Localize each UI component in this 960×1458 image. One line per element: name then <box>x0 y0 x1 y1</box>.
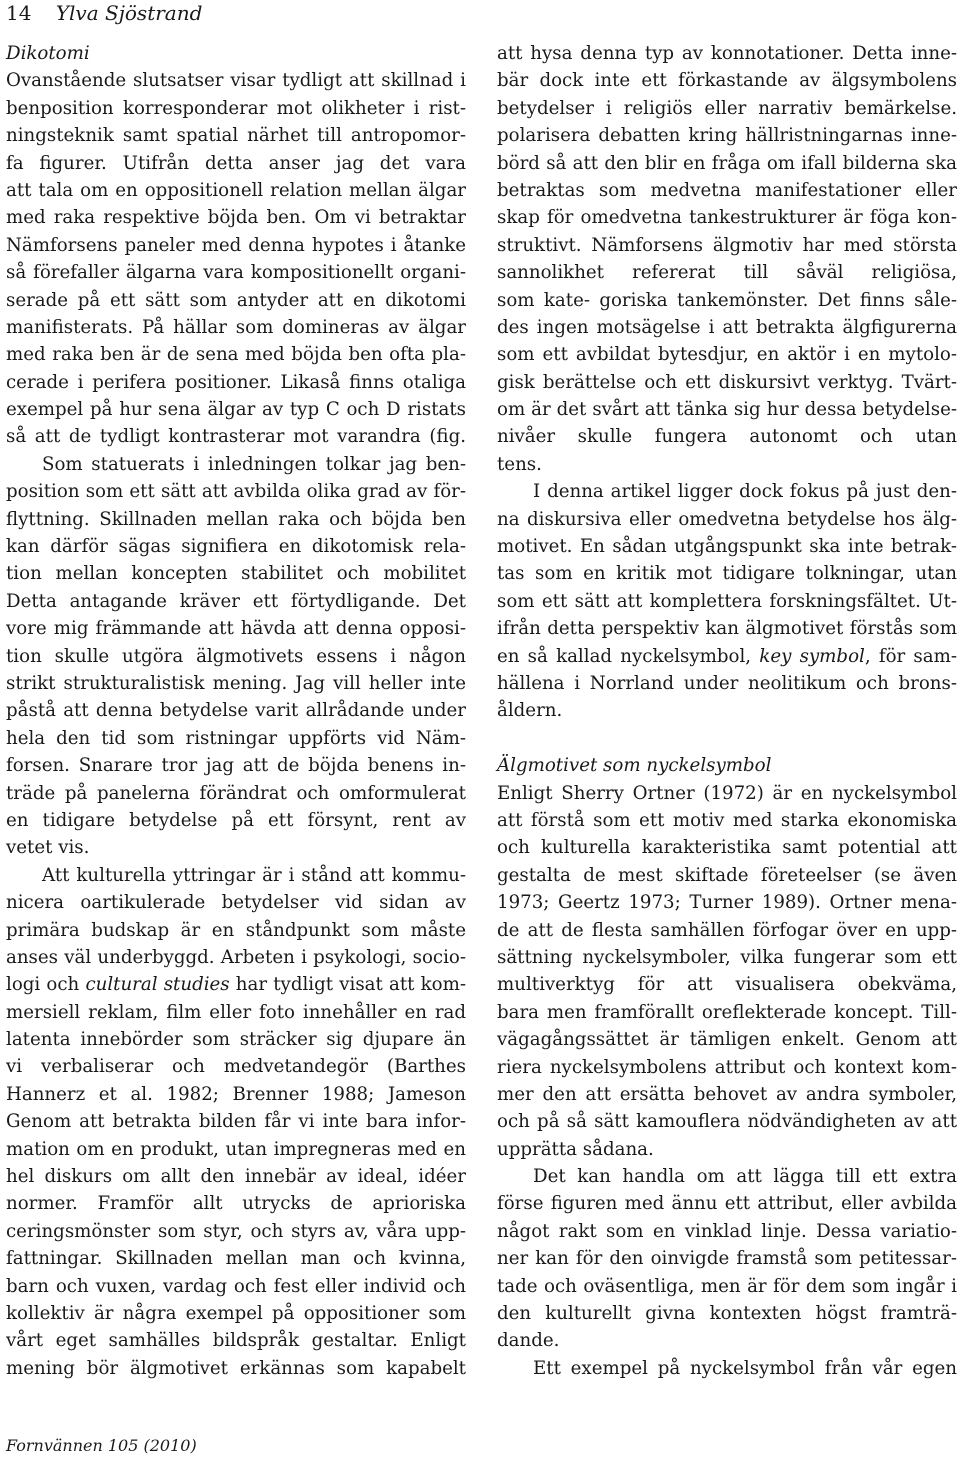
paragraph-line: des ingen motsägelse i att betrakta älgfigurerna <box>497 316 957 338</box>
paragraph-line: benposition korresponderar mot olikheter i rist- <box>6 97 466 119</box>
paragraph-line: börd så att den blir en fråga om ifall bilderna ska <box>497 152 957 174</box>
paragraph-line: tade och oväsentliga, men är för dem som ingår i <box>497 1275 957 1297</box>
section-heading: Dikotomi <box>6 43 90 64</box>
paragraph-line: mer den att ersätta behovet av andra symboler, <box>497 1083 957 1105</box>
running-header <box>6 0 202 28</box>
paragraph-line: åldern. <box>497 700 563 722</box>
paragraph <box>497 1163 957 1355</box>
paragraph-line: exempel på hur sena älgar av typ C och D ristats <box>6 399 466 421</box>
paragraph-line: Nämforsens paneler med denna hypotes i åtanke <box>6 234 466 256</box>
paragraph-line: nicera oartikulerade betydelser vid sidan av <box>6 892 466 914</box>
paragraph-line: så förefaller älgarna vara kompositionellt organi- <box>6 262 466 284</box>
paragraph-line: vägagångssättet är tämligen enkelt. Genom att <box>497 1029 957 1051</box>
paragraph-line: som ett sätt att komplettera forskningsfältet. Ut- <box>497 590 957 612</box>
paragraph-line: den kulturellt givna kontexten högst framträ- <box>497 1303 957 1325</box>
paragraph-line: Ett exempel på nyckelsymbol från vår egen <box>533 1357 957 1379</box>
paragraph-line: hel diskurs om allt den innebär av ideal, idéer <box>6 1166 466 1188</box>
paragraph-line: riera nyckelsymbolens attribut och kontext kom- <box>497 1056 957 1078</box>
paragraph-line: påstå att denna betydelse varit allrådande under <box>6 700 466 722</box>
paragraph-line: Enligt Sherry Ortner (1972) är en nyckelsymbol <box>497 782 957 804</box>
paragraph-line: Det kan handla om att lägga till ett extra <box>533 1166 957 1188</box>
paragraph-line: och på så sätt kamouflera nödvändigheten av att <box>497 1111 957 1133</box>
paragraph-line: multiverktyg för att visualisera obekväma, <box>497 974 957 996</box>
paragraph-line: serade på ett sätt som antyder att en dikotomi <box>6 289 466 311</box>
paragraph-line: kan därför sägas signifiera en dikotomisk rela- <box>6 536 466 558</box>
paragraph-line: förse figuren med ännu ett attribut, eller avbilda <box>497 1193 957 1215</box>
paragraph-line: primära budskap är en ståndpunkt som måste <box>6 919 466 941</box>
paragraph-line: 1973; Geertz 1973; Turner 1989). Ortner mena- <box>497 892 957 914</box>
paragraph-line: latenta innebörder som sträcker sig djupare än <box>6 1029 466 1051</box>
paragraph-line: fattningar. Skillnaden mellan man och kvinna, <box>6 1248 466 1270</box>
paragraph-line: ifrån detta perspektiv kan älgmotivet förstås som <box>497 618 957 640</box>
paragraph <box>497 1355 957 1382</box>
paragraph-line: fa figurer. Utifrån detta anser jag det vara <box>6 152 466 174</box>
paragraph-line: så att de tydligt kontrasterar mot varandra (fig. <box>6 426 466 448</box>
italic-term: cultural studies <box>85 974 230 996</box>
paragraph-line: normer. Framför allt utrycks de aprioriska <box>6 1193 466 1215</box>
paragraph-line: tion mellan koncepten stabilitet och mobilitet <box>6 563 466 585</box>
paragraph-line <box>497 643 957 670</box>
paragraph <box>6 67 466 450</box>
paragraph-line: betydelser i religiös eller narrativ bemärkelse. <box>497 97 957 119</box>
paragraph-line: vore mig främmande att hävda att denna opposi- <box>6 618 466 640</box>
paragraph-line: kollektiv är några exempel på oppositioner som <box>6 1303 466 1324</box>
running-author: Ylva Sjöstrand <box>55 1 203 25</box>
italic-term: key symbol <box>759 645 865 667</box>
paragraph-line: att förstå som ett motiv med starka ekonomiska <box>497 809 957 831</box>
paragraph-line: ceringsmönster som styr, och styrs av, våra upp- <box>6 1220 466 1242</box>
paragraph-line: gisk berättelse och ett diskursivt verktyg. Tvärt- <box>497 371 957 393</box>
paragraph-line: gestalta de mest skiftade företeelser (se även <box>497 864 957 886</box>
paragraph-line: vi verbaliserar och medvetandegör (Barthes <box>6 1056 466 1078</box>
paragraph-line: position som ett sätt att avbilda olika grad av för- <box>6 481 466 503</box>
paragraph-line: skap för omedvetna tankestrukturer är föga kon- <box>497 207 957 229</box>
paragraph-line: ningsteknik samt spatial närhet till antropomor- <box>6 125 466 147</box>
paragraph-line: sannolikhet refererat till såväl religiösa, <box>497 262 957 284</box>
paragraph-line: mation om en produkt, utan impregneras med en <box>6 1138 466 1160</box>
paragraph-line: manifisterats. På hällar som domineras av älgar <box>6 316 466 338</box>
line-text: logi och <box>6 974 86 996</box>
paragraph-line: träde på panelerna förändrat och omformulerat <box>6 782 466 804</box>
paragraph-line: Ovanstående slutsatser visar tydligt att skillnad i <box>6 70 466 92</box>
paragraph-line: med raka respektive böjda ben. Om vi betraktar <box>6 207 466 229</box>
paragraph-line: som kate- goriska tankemönster. Det finns såle- <box>497 289 957 311</box>
spacer <box>497 725 957 752</box>
paragraph-line: bär dock inte ett förkastande av älgsymbolens <box>497 70 957 92</box>
paragraph-line: ner kan för den oinvigde framstå som petitessar- <box>497 1248 957 1270</box>
paragraph-line: I denna artikel ligger dock fokus på just den- <box>533 481 957 503</box>
paragraph-line: bara men framförallt oreflekterade koncept. Till- <box>497 1001 957 1023</box>
paragraph-line: att hysa denna typ av konnotationer. Detta inne- <box>497 43 957 64</box>
section-heading: Älgmotivet som nyckelsymbol <box>497 755 772 777</box>
paragraph-line: upprätta sådana. <box>497 1138 654 1160</box>
line-text: har tydligt visat att kom- <box>229 974 466 996</box>
paragraph-line: något rakt som en vinklad linje. Dessa variatio- <box>497 1220 957 1242</box>
paragraph-line: anses väl underbyggd. Arbeten i psykologi, socio- <box>6 946 466 968</box>
paragraph-line: betraktas som medvetna manifestationer eller <box>497 179 957 201</box>
paragraph-line: Genom att betrakta bilden får vi inte bara infor- <box>6 1111 466 1133</box>
paragraph-line: motivet. En sådan utgångspunkt ska inte betrak- <box>497 536 957 558</box>
paragraph-line: na diskursiva eller omedvetna betydelse hos älg- <box>497 508 957 530</box>
paragraph-line: Att kulturella yttringar är i stånd att kommu- <box>42 864 466 886</box>
paragraph-line: strikt strukturalistisk mening. Jag vill heller inte <box>6 673 466 694</box>
paragraph-line: polarisera debatten kring hällristningarnas inne- <box>497 125 957 147</box>
paragraph-line: sättning nyckelsymboler, vilka fungerar som ett <box>497 946 957 968</box>
paragraph-line: flyttning. Skillnaden mellan raka och böjda ben <box>6 508 466 530</box>
paragraph <box>6 862 466 972</box>
paragraph-line: de att de flesta samhällen förfogar över en upp- <box>497 919 957 941</box>
paragraph-line: som ett avbildat bytesdjur, en aktör i en mytolo- <box>497 344 957 366</box>
paragraph <box>497 780 957 1163</box>
paragraph-line: mening bör älgmotivet erkännas som kapabelt <box>6 1357 466 1379</box>
paragraph-line: tion skulle utgöra älgmotivets essens i någon <box>6 645 466 667</box>
paragraph-line: Som statuerats i inledningen tolkar jag ben- <box>42 453 466 475</box>
line-text: en så kallad nyckelsymbol, <box>497 645 760 667</box>
paragraph-line: Hannerz et al. 1982; Brenner 1988; Jameson <box>6 1083 466 1105</box>
paragraph-line: dande. <box>497 1330 560 1352</box>
paragraph-line: cerade i perifera positioner. Likaså finns otaliga <box>6 371 466 393</box>
page-number: 14 <box>6 1 32 25</box>
paragraph-line: vetet vis. <box>6 837 90 859</box>
right-column <box>497 40 957 1382</box>
paragraph-line: nivåer skulle fungera autonomt och utan <box>497 426 957 448</box>
paragraph-line: och kulturella karakteristika samt potential att <box>497 837 957 859</box>
paragraph-line: forsen. Snarare tror jag att de böjda benens in- <box>6 755 466 777</box>
paragraph-line: vårt eget samhälles bildspråk gestaltar. Enligt <box>6 1330 466 1352</box>
paragraph <box>497 478 957 642</box>
paragraph-line: om är det svårt att tänka sig hur dessa betydelse- <box>497 399 957 421</box>
journal-footer: Fornvännen 105 (2010) <box>6 1436 197 1455</box>
paragraph-line: Detta antagande kräver ett förtydligande. Det <box>6 590 466 612</box>
paragraph-line: med raka ben är de sena med böjda ben ofta pla- <box>6 344 466 366</box>
paragraph-line: hällena i Norrland under neolitikum och brons- <box>497 673 957 694</box>
paragraph-line: barn och vuxen, vardag och fest eller individ och <box>6 1275 466 1297</box>
paragraph-line: struktivt. Nämforsens älgmotiv har med största <box>497 234 957 256</box>
paragraph-line: en tidigare betydelse på ett försynt, rent av <box>6 809 466 831</box>
paragraph <box>497 670 957 725</box>
paragraph-line: mersiell reklam, film eller foto innehåller en rad <box>6 1001 466 1023</box>
line-text: , för sam- <box>864 645 957 667</box>
paragraph <box>6 451 466 862</box>
left-column <box>6 40 466 1382</box>
paragraph-line: att tala om en oppositionell relation mellan älgar <box>6 179 466 201</box>
paragraph <box>6 999 466 1382</box>
paragraph-line <box>6 971 466 998</box>
paragraph <box>497 40 957 478</box>
paragraph-line: tas som en kritik mot tidigare tolkningar, utan <box>497 563 957 585</box>
paragraph-line: hela den tid som ristningar uppförts vid Näm- <box>6 727 466 749</box>
paragraph-line: tens. <box>497 453 542 475</box>
